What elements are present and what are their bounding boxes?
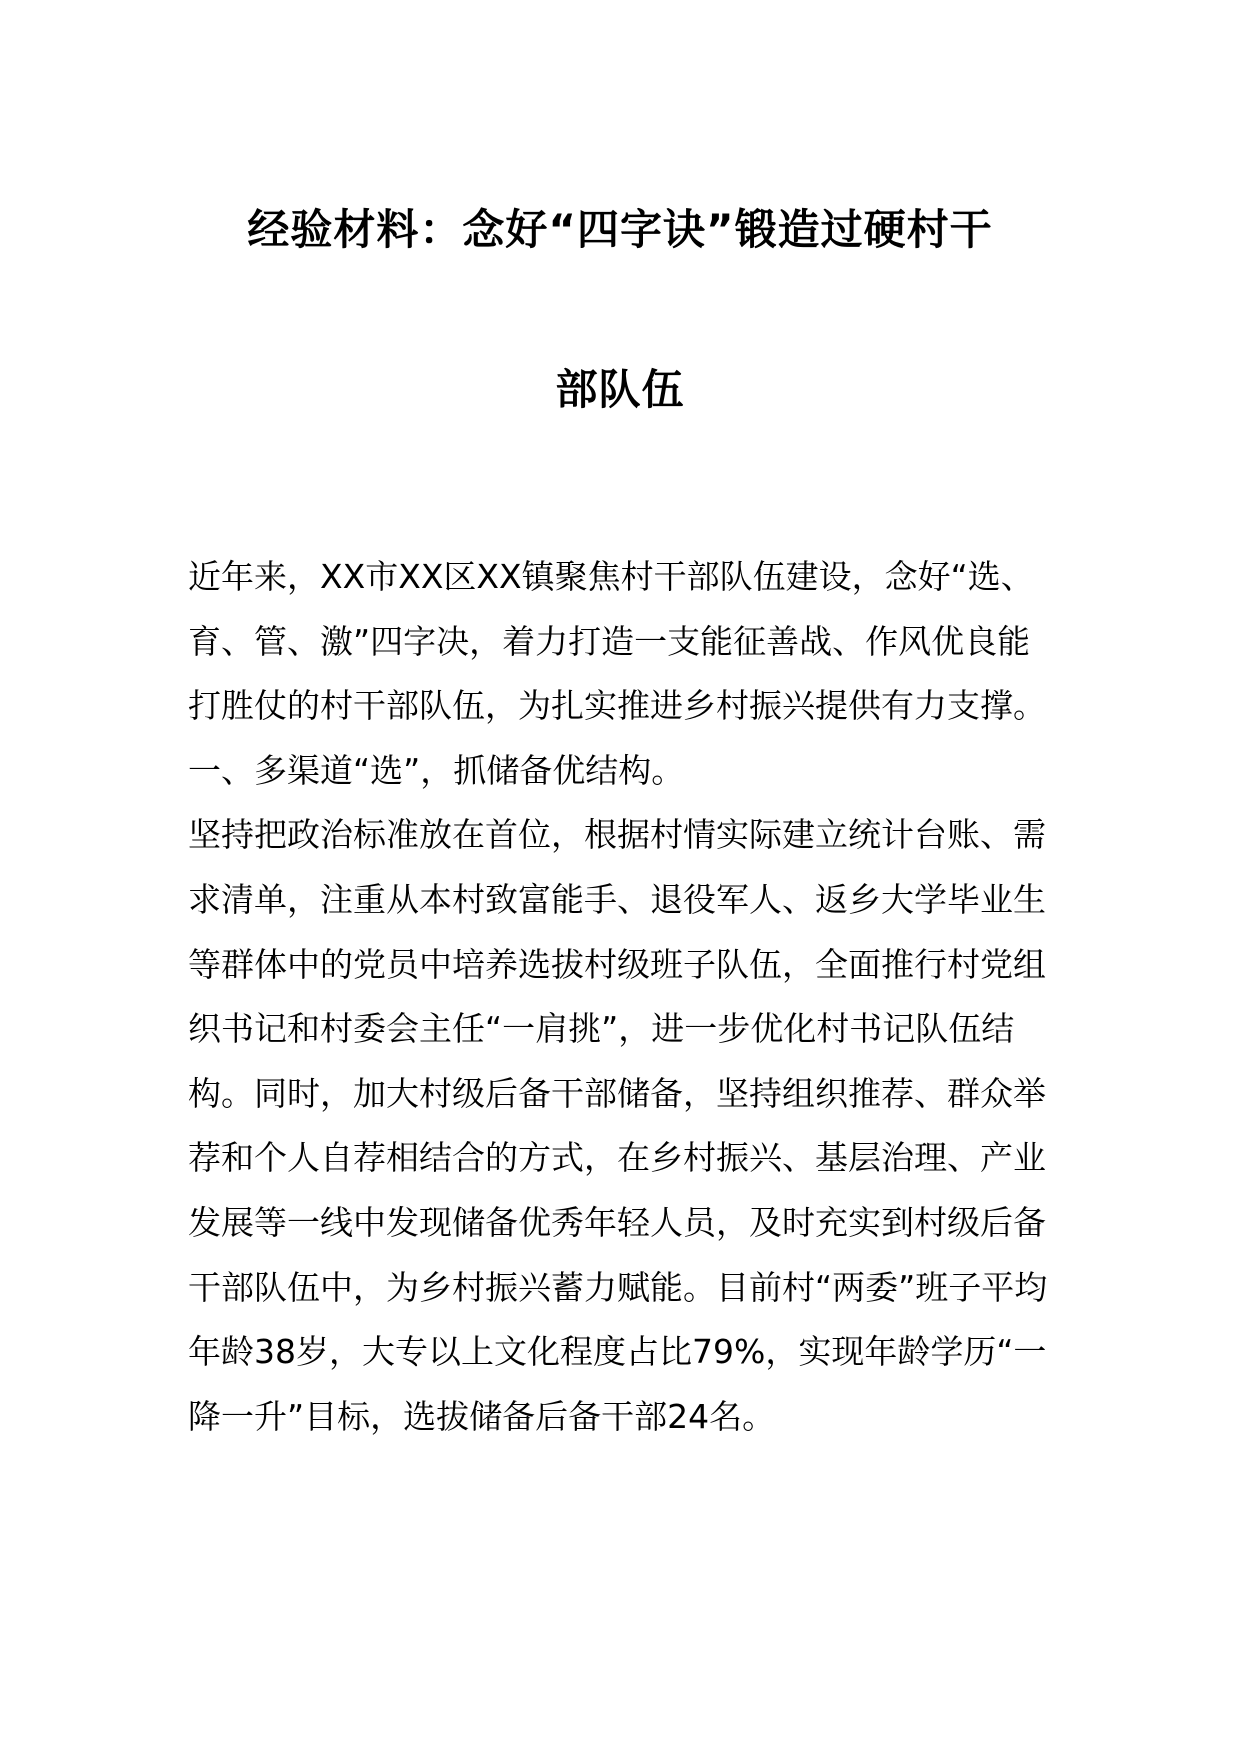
document-body	[188, 545, 1058, 1449]
section-heading-1: 一、多渠道“选”，抓储备优结构。	[188, 750, 685, 790]
intro-paragraph: 近年来，XX市XX区XX镇聚焦村干部队伍建设，念好“选、育、管、激”四字决，着力打造一支能征善战、作风优良能打胜仗的村干部队伍，为扎实推进乡村振兴提供有力支撑。	[188, 557, 1046, 726]
document-title-line-2: 部队伍	[555, 365, 685, 414]
document-title-line-1: 经验材料：念好“四字诀”锻造过硬村干	[247, 205, 993, 254]
section-paragraph-1: 坚持把政治标准放在首位，根据村情实际建立统计台账、需求清单，注重从本村致富能手、退役军人、返乡大学毕业生等群体中的党员中培养选拔村级班子队伍，全面推行村党组织书记和村委会主任“一肩挑”，进一步优化村书记队伍结构。同时，加大村级后备干部储备，坚持组织推荐、群众举荐和个人自荐相结合的方式，在乡村振兴、基层治理、产业发展等一线中发现储备优秀年轻人员，及时充实到村级后备干部队伍中，为乡村振兴蓄力赋能。目前村“两委”班子平均年龄38岁，大专以上文化程度占比79%，实现年龄学历“一降一升”目标，选拔储备后备干部24名。	[188, 815, 1048, 1436]
